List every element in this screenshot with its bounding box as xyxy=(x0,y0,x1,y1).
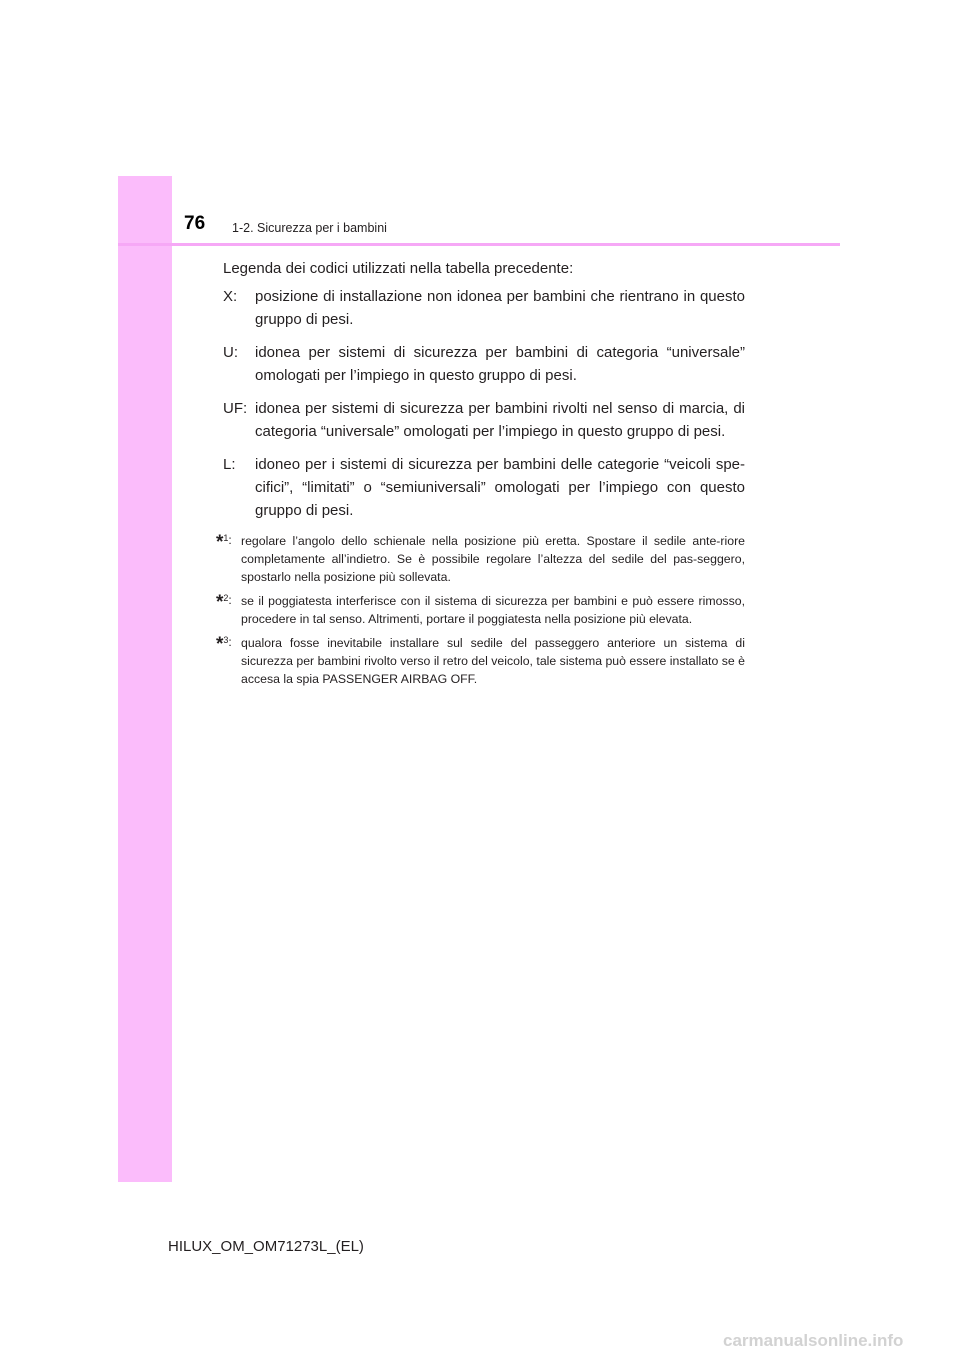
footnote-separator: : xyxy=(228,593,232,607)
legend-text: idonea per sistemi di sicurezza per bambini di categoria “universale” omologati per l’impiego in questo gruppo di pesi. xyxy=(255,344,745,384)
footnote-marker xyxy=(216,589,232,612)
footnote-text: se il poggiatesta interferisce con il sistema di sicurezza per bambini e può essere rimosso, procedere in tal senso. Altrimenti, portare il poggiatesta nella posizione più elevata. xyxy=(241,594,745,626)
main-content xyxy=(214,257,745,694)
legend-text: posizione di installazione non idonea per bambini che rientrano in questo gruppo di pesi. xyxy=(255,288,745,328)
document-code: HILUX_OM_OM71273L_(EL) xyxy=(168,1238,364,1255)
asterisk-icon: * xyxy=(216,532,224,553)
footnote xyxy=(214,532,745,586)
asterisk-icon: * xyxy=(216,634,224,655)
legend-code: X: xyxy=(223,288,238,305)
watermark: carmanualsonline.info xyxy=(723,1331,904,1350)
legend-text: idonea per sistemi di sicurezza per bambini rivolti nel senso di marcia, di categoria “universale” omologati per l’impiego in questo gruppo di pesi. xyxy=(255,400,745,440)
legend-item xyxy=(214,397,745,443)
header-divider xyxy=(118,243,840,246)
legend-item xyxy=(214,341,745,387)
asterisk-icon: * xyxy=(216,592,224,613)
legend-heading: Legenda dei codici utilizzati nella tabella precedente: xyxy=(223,260,574,277)
legend-code: L: xyxy=(223,456,236,473)
legend-item xyxy=(214,453,745,522)
legend-code: UF: xyxy=(223,400,248,417)
section-title: 1-2. Sicurezza per i bambini xyxy=(232,221,387,235)
legend-code: U: xyxy=(223,344,238,361)
footnote-number: 3 xyxy=(223,635,229,645)
footnote xyxy=(214,592,745,628)
footnote-marker xyxy=(216,631,232,654)
footnote-number: 2 xyxy=(223,593,229,603)
side-tab-band xyxy=(118,176,172,1182)
footnote-number: 1 xyxy=(223,533,229,543)
legend-text: idoneo per i sistemi di sicurezza per bambini delle categorie “veicoli spe-cifici”, “limitati” o “semiuniversali” omologati per l’impiego con questo gruppo di pesi. xyxy=(255,456,745,519)
footnote-text: qualora fosse inevitabile installare sul sedile del passeggero anteriore un sistema di sicurezza per bambini rivolto verso il retro del veicolo, tale sistema può essere installato se è accesa la spia PASSENGER AIRBAG OFF. xyxy=(241,636,745,686)
page-number: 76 xyxy=(184,213,206,234)
footnote-marker xyxy=(216,529,232,552)
footnote-separator: : xyxy=(228,635,232,649)
legend-item xyxy=(214,285,745,331)
footnote xyxy=(214,634,745,688)
footnote-separator: : xyxy=(228,533,232,547)
footnotes xyxy=(214,532,745,688)
footnote-text: regolare l’angolo dello schienale nella posizione più eretta. Spostare il sedile ante-riore completamente all’indietro. Se è possibile regolare l’altezza del sedile del pas-seggero, spostarlo nella posizione più sollevata. xyxy=(241,534,745,584)
